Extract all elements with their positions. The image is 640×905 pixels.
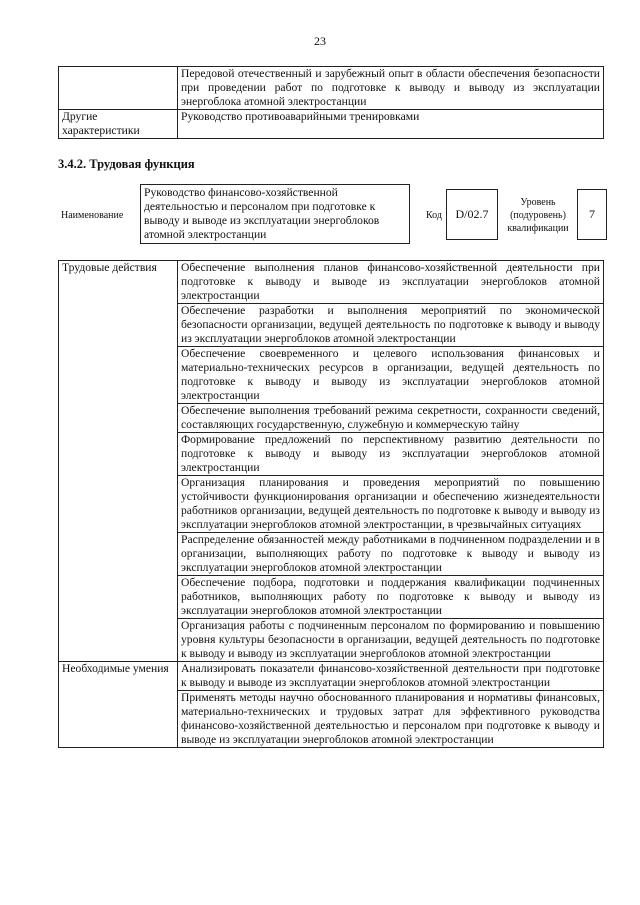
row-label-labor-actions: Трудовые действия <box>59 261 178 662</box>
function-code: D/02.7 <box>446 189 498 240</box>
table-cell: Формирование предложений по перспективному развитию деятельности по подготовке к выводу и выводу из эксплуатации энергоблоков атомной электростанции <box>178 433 604 476</box>
row-label-skills: Необходимые умения <box>59 662 178 748</box>
table-cell: Обеспечение выполнения планов финансово-хозяйственной деятельности при подготовке к выводу и выводе из эксплуатации энергоблоков атомной электростанции <box>178 261 604 304</box>
table-row <box>59 662 604 691</box>
row-item: Руководство противоаварийными тренировками <box>178 110 604 139</box>
table-row <box>59 261 604 304</box>
table-cell: Обеспечение выполнения требований режима секретности, сохранности сведений, составляющих государственную, служебную и коммерческую тайну <box>178 404 604 433</box>
table-cell: Обеспечение подбора, подготовки и поддержания квалификации подчиненных работников, выполняющих работу по подготовке к выводу и выводу из эксплуатации энергоблоков атомной электростанции <box>178 576 604 619</box>
table-cell: Распределение обязанностей между работниками в подчиненном подразделении и в организации, выполняющих работу по подготовке к выводу и выводу из эксплуатации энергоблоков атомной электростанции <box>178 533 604 576</box>
level-label: Уровень (подуровень) квалификации <box>507 197 569 234</box>
qualification-level: 7 <box>577 189 607 240</box>
row-label <box>59 67 178 110</box>
function-name: Руководство финансово-хозяйственной деятельностью и персоналом при подготовке к выводу и выводе из эксплуатации энергоблоков атомной электростанции <box>140 184 410 244</box>
table-row <box>59 67 604 110</box>
code-label: Код <box>426 210 442 221</box>
table-row <box>59 110 604 139</box>
row-item: Передовой отечественный и зарубежный опыт в области обеспечения безопасности при проведении работ по подготовке к выводу и выводу из эксплуатации энергоблока атомной электростанции <box>178 67 604 110</box>
table-cell: Обеспечение своевременного и целевого использования финансовых и материально-технических ресурсов в организации, ведущей деятельность по подготовке к выводу и выводу из эксплуатации энергоблоков атомной электростанции <box>178 347 604 404</box>
section-title: 3.4.2. Трудовая функция <box>58 157 195 171</box>
page-number: 23 <box>314 34 326 48</box>
row-label: Другие характеристики <box>59 110 178 139</box>
table-cell: Организация работы с подчиненным персоналом по формированию и повышению уровня культуры безопасности в организации, ведущей деятельность по подготовке к выводу и выводу из эксплуатации энергоблоков атомной электростанции <box>178 619 604 662</box>
table-cell: Обеспечение разработки и выполнения мероприятий по экономической безопасности организации, ведущей деятельность по подготовке к выводу и выводу из эксплуатации энергоблоков атомной электростанции <box>178 304 604 347</box>
table-cell: Анализировать показатели финансово-хозяйственной деятельности при подготовке к выводу и выводе из эксплуатации энергоблоков атомной электростанции <box>178 662 604 691</box>
name-label: Наименование <box>61 210 124 221</box>
table-cell: Применять методы научно обоснованного планирования и нормативы финансовых, материально-технических и трудовых затрат для эффективного руководства финансово-хозяйственной деятельностью и персоналом при подготовке к выводу и выводе из эксплуатации энергоблоков атомной электростанции <box>178 691 604 748</box>
main-table <box>58 260 604 748</box>
top-table <box>58 66 604 139</box>
table-cell: Организация планирования и проведения мероприятий по повышению устойчивости функционирования организации и обеспечению жизнедеятельности работников организации, ведущей деятельность по подготовке к выводу и выводу из эксплуатации энергоблоков атомной электростанции, в чрезвычайных ситуациях <box>178 476 604 533</box>
